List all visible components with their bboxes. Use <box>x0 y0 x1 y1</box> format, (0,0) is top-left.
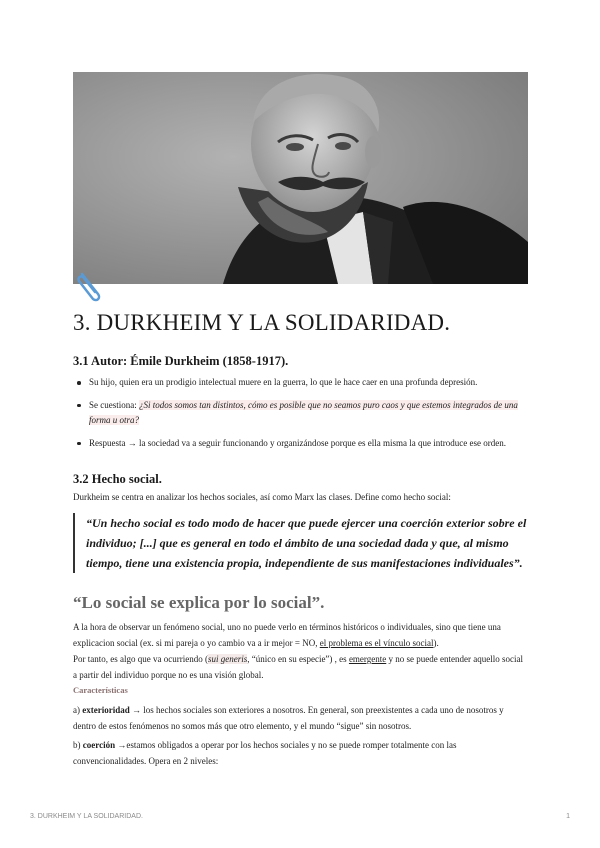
paragraph-sui-generis <box>73 652 528 683</box>
underlined-text: el problema es el vínculo social <box>319 637 434 648</box>
italic-term: sui generis <box>207 654 248 664</box>
para-text: A la hora de observar un fenómeno social, uno no puede verlo en términos históricos o individuales, sino que tiene una explicacion social (ex. si mi pareja o yo cambio va a ir mejor = NO, <box>73 622 501 648</box>
bullet-prefix: Se cuestiona: <box>89 399 139 410</box>
subheading-lo-social: “Lo social se explica por lo social”. <box>73 593 325 612</box>
item-prefix: a) <box>73 705 83 715</box>
durkheim-quote: “Un hecho social es todo modo de hacer que puede ejercer una coerción exterior sobre el individuo; [...] que es general en todo el ámbito de una sociedad dada y que, al mismo tiempo, tiene una existencia propia, independiente de sus manifestaciones individuales”. <box>73 513 528 573</box>
paperclip-icon <box>70 266 110 306</box>
para-text: ). <box>433 637 439 648</box>
item-text: estamos obligados a operar por los hechos sociales y no se puede romper totalmente con las convencionalidades. Opera en 2 niveles: <box>73 740 457 766</box>
para-text: , “único en su especie”) , es <box>247 654 349 664</box>
section-heading-hecho-social: 3.2 Hecho social. <box>73 472 162 486</box>
paragraph-social-explanation <box>73 620 528 651</box>
term-bold: exterioridad → <box>82 705 141 715</box>
list-item <box>73 436 528 452</box>
list-item <box>73 398 528 429</box>
list-item <box>73 375 528 391</box>
bullet-list-autor <box>73 375 528 458</box>
footer-title: 3. DURKHEIM Y LA SOLIDARIDAD. <box>30 813 143 820</box>
intro-paragraph: Durkheim se centra en analizar los hechos sociales, así como Marx las clases. Define como hecho social: <box>73 492 451 502</box>
item-prefix: b) <box>73 740 83 750</box>
page-title: 3. DURKHEIM Y LA SOLIDARIDAD. <box>73 310 451 335</box>
bullet-text: Su hijo, quien era un prodigio intelectual muere en la guerra, lo que le hace caer en una profunda depresión. <box>89 377 478 387</box>
durkheim-portrait-photo <box>73 72 528 284</box>
item-text: los hechos sociales son exteriores a nosotros. En general, son preexistentes a cada uno de nosotros y dentro de estos fenómenos no somos más que otro elemento, y el mundo “sigue” sin nosotros. <box>73 705 504 731</box>
characteristics-label: Características <box>73 685 128 695</box>
page-number: 1 <box>566 813 570 820</box>
characteristic-a <box>73 703 528 734</box>
para-text: y no se puede entender aquello social a partir del individuo porque no es una visión global. <box>73 654 523 680</box>
bullet-text: Respuesta → la sociedad va a seguir funcionando y organizándose porque es ella misma la que introduce ese orden. <box>89 437 506 448</box>
para-text: Por tanto, es algo que va ocurriendo ( <box>73 654 208 664</box>
section-heading-autor: 3.1 Autor: Émile Durkheim (1858-1917). <box>73 354 289 368</box>
underlined-text: emergente <box>348 654 387 664</box>
highlighted-question: ¿Si todos somos tan distintos, cómo es posible que no seamos puro caos y que estemos integrados de una forma u otra? <box>89 399 518 425</box>
term-bold: coerción → <box>82 740 127 750</box>
characteristic-b <box>73 738 528 769</box>
